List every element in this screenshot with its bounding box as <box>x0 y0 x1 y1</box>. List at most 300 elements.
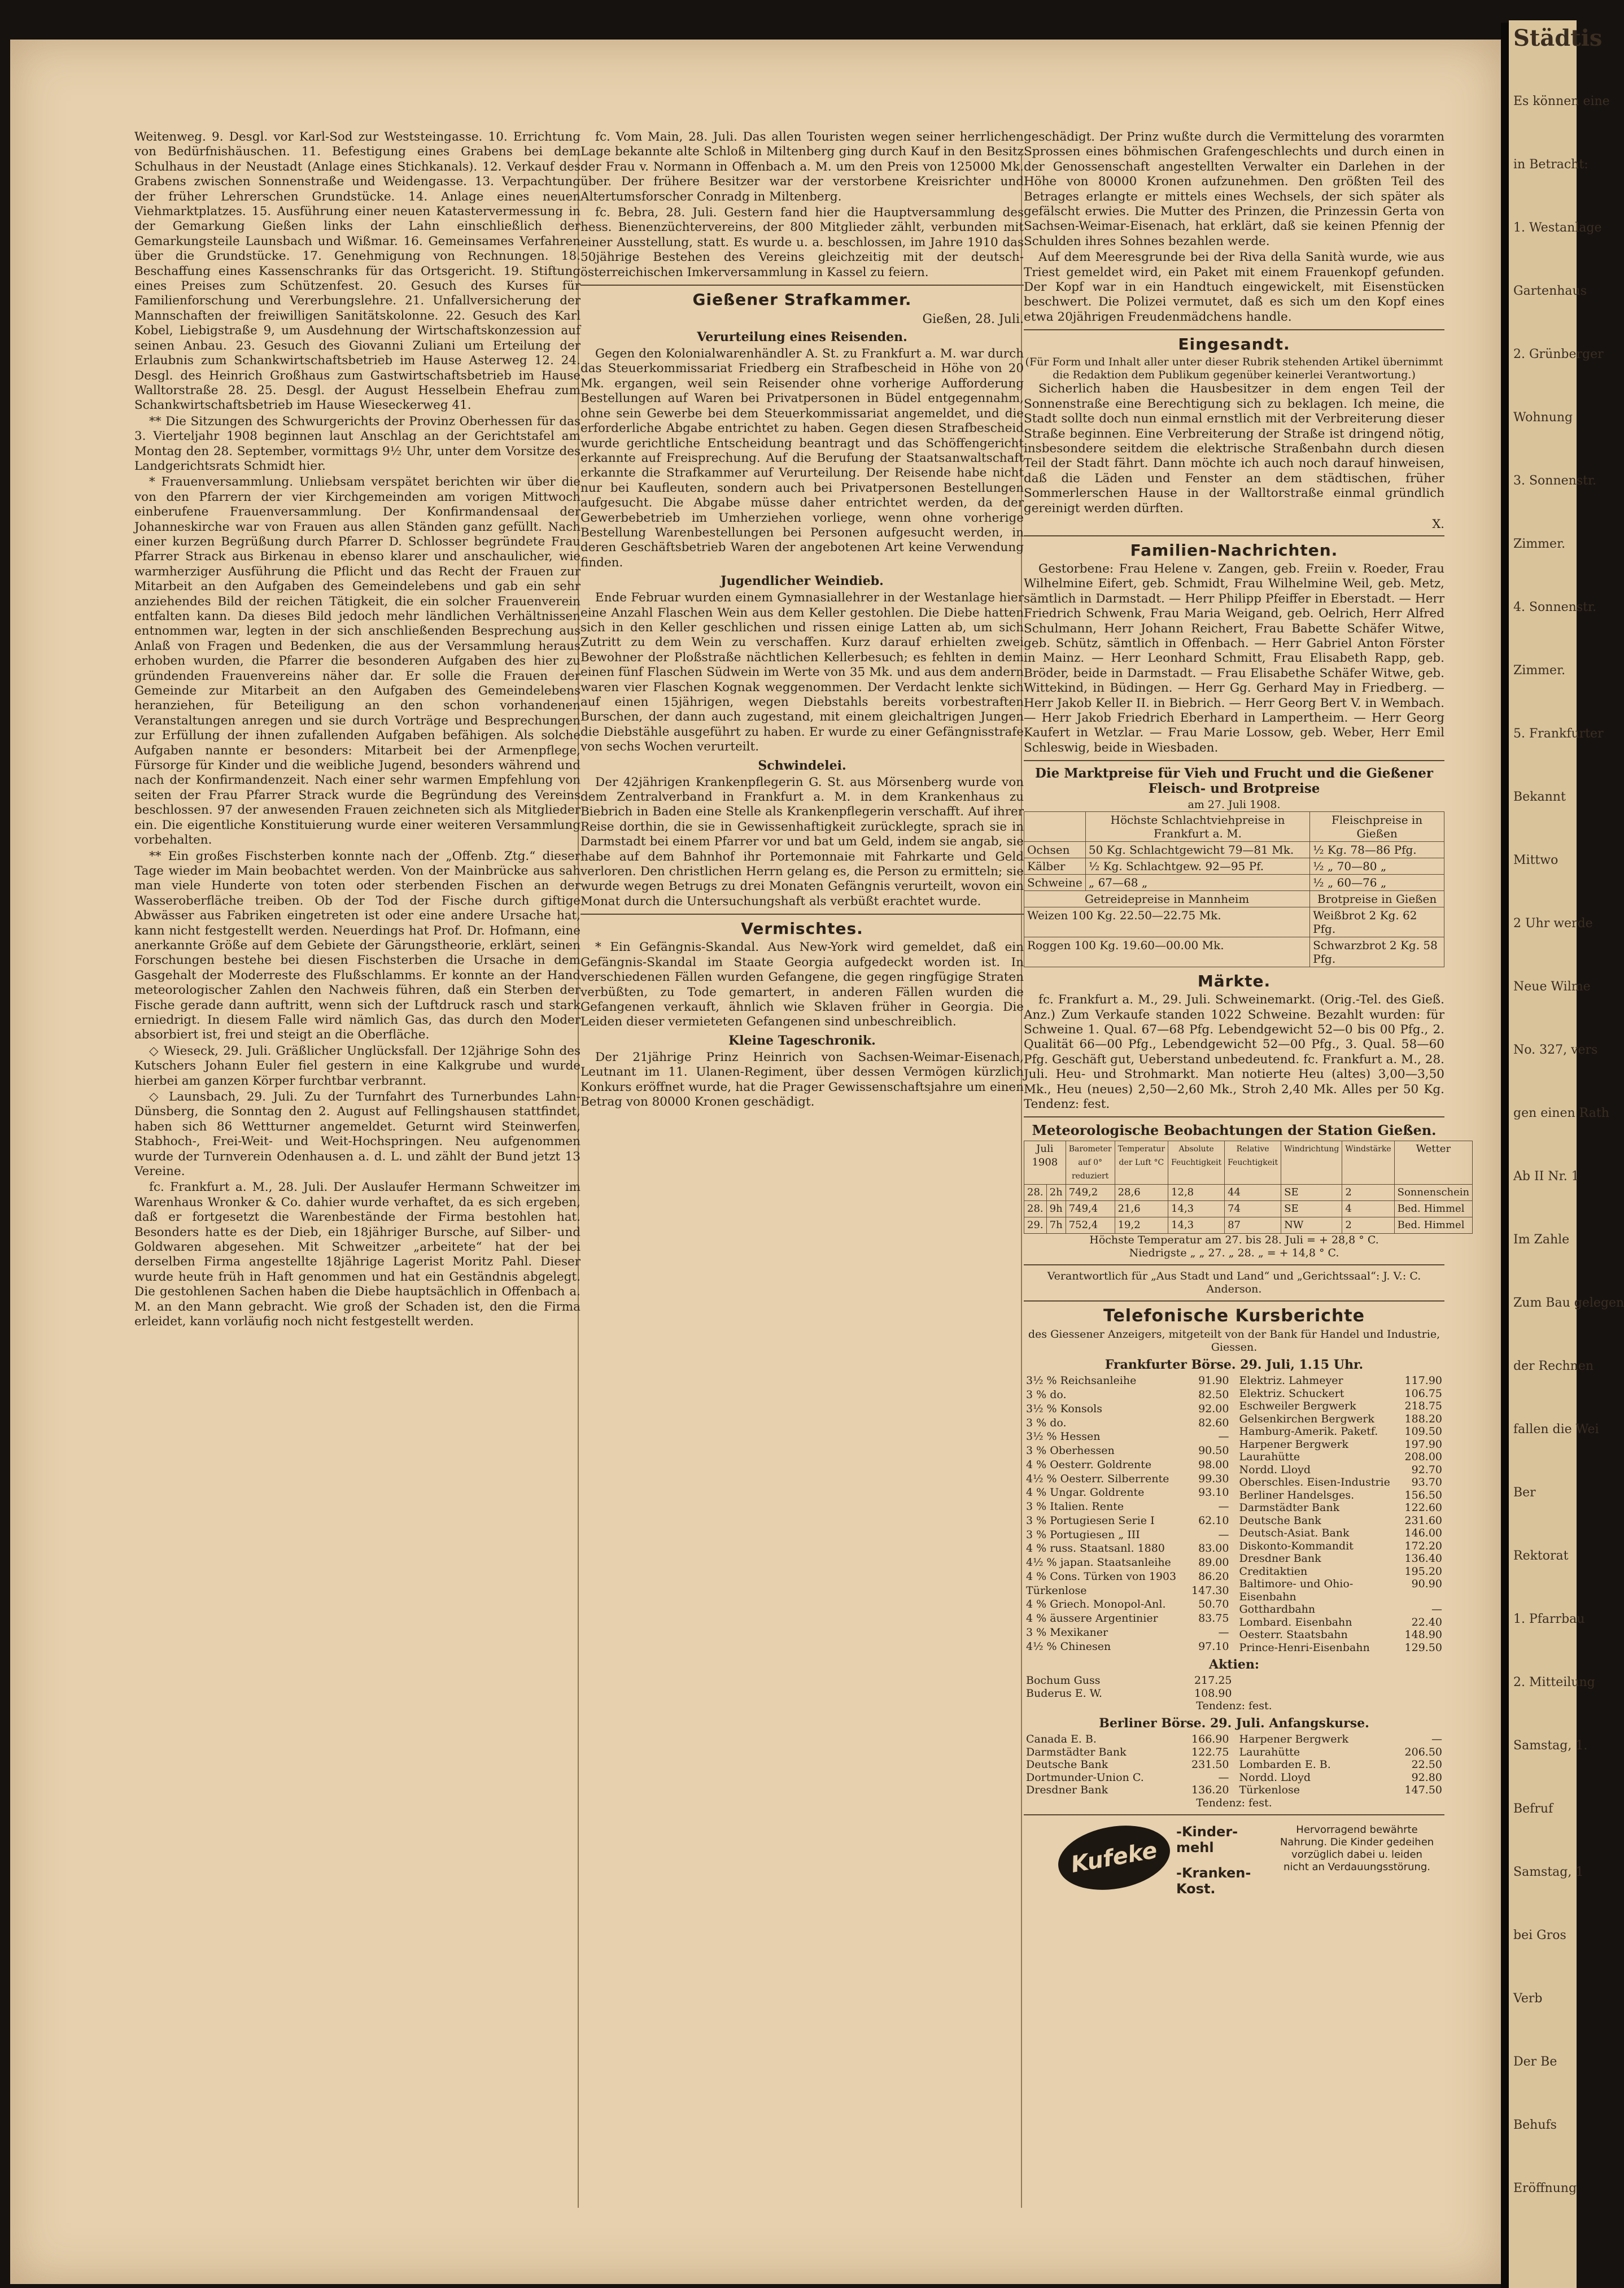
security-name: Bochum Guss <box>1026 1674 1101 1687</box>
table-cell: 14,3 <box>1168 1201 1225 1217</box>
table-row <box>1237 1489 1445 1502</box>
security-name: 4 % russ. Staatsanl. 1880 <box>1026 1542 1165 1555</box>
table-row <box>1237 1552 1445 1565</box>
security-price: 62.10 <box>1198 1514 1229 1527</box>
chronicle-paragraph: Der 21jährige Prinz Heinrich von Sachsen-Weimar-Eisenach, Leutnant im 11. Ulanen-Regiment, über dessen Vermögen kürzlich Konkurs eröffnet wurde, hat die Prager Gewissenschaftsjahre um einen Betrag von 80000 Kronen geschädigt. <box>580 1050 1024 1109</box>
tendency-1: Tendenz: fest. <box>1196 1700 1272 1713</box>
table-cell: Weizen 100 Kg. 22.50—22.75 Mk. <box>1024 907 1310 937</box>
security-name: Prince-Henri-Eisenbahn <box>1239 1641 1370 1654</box>
security-price: 218.75 <box>1404 1400 1442 1413</box>
wieseck-paragraph: ◇ Wieseck, 29. Juli. Gräßlicher Unglücksfall. Der 12jährige Sohn des Kutschers Johann Euler fiel gestern in eine Kalkgrube und wurde hierbei am ganzen Körper furchtbar verbrannt. <box>134 1043 580 1088</box>
table-cell: 4 <box>1342 1201 1394 1217</box>
table-cell: ½ „ 70—80 „ <box>1310 858 1444 875</box>
court-paragraph: Gegen den Kolonialwarenhändler A. St. zu Frankfurt a. M. war durch das Steuerkommissariat Friedberg ein Strafbescheid in Höhe von 20 Mk. ergangen, weil sein Reisender ohne vorherige Aufforderung Bestellungen auf Waren bei Privatpersonen in Büdel entgegennahm, ohne sein Gewerbe bei dem Steuerkommissariat angemeldet, und die erforderliche Abgabe entrichtet zu haben. Gegen diesen Strafbescheid wurde gerichtliche Entscheidung beantragt und das Schöffengericht erkannte auf Freisprechung. Auf die Berufung der Staatsanwaltschaft erkannte die Strafkammer auf Verurteilung. Der Reisende habe nicht nur bei Kaufleuten, sondern auch bei Privatpersonen Bestellungen aufgesucht. Die Abgabe müsse daher entrichtet werden, da der Gewerbebetrieb im Umherziehen vorliege, wenn ohne vorherige Bestellung Warenbestellungen bei Personen aufgesucht werden, in deren Geschäftsbetrieb Waren der angebotenen Art keine Verwendung finden. <box>580 347 1024 570</box>
meteo-col-header: Windrichtung <box>1281 1141 1342 1185</box>
table-cell: 28. <box>1024 1185 1047 1201</box>
table-row <box>1237 1387 1445 1400</box>
security-name: Harpener Bergwerk <box>1239 1438 1349 1451</box>
table-row <box>1237 1603 1445 1616</box>
security-price: — <box>1218 1626 1229 1639</box>
security-price: 92.70 <box>1411 1463 1442 1476</box>
security-price: 122.75 <box>1191 1745 1229 1758</box>
security-name: Lombarden E. B. <box>1239 1758 1331 1771</box>
chronicle-heading: Kleine Tageschronik. <box>728 1033 876 1048</box>
table-row <box>1237 1628 1445 1641</box>
ad-kranken: -Kranken-Kost. <box>1176 1865 1251 1897</box>
security-price: 90.50 <box>1198 1444 1229 1457</box>
table-row <box>1024 1403 1232 1417</box>
security-price: 188.20 <box>1404 1412 1442 1425</box>
table-row <box>1024 1500 1232 1514</box>
table-row <box>1237 1374 1445 1387</box>
adjacent-page-fragment: Es können eine <box>1513 94 1610 108</box>
security-price: 231.60 <box>1404 1514 1442 1527</box>
table-row <box>1237 1413 1445 1426</box>
security-name: 3 % Oberhessen <box>1026 1444 1115 1457</box>
adjacent-page-fragment: Im Zahle <box>1513 1233 1570 1247</box>
table-row <box>1024 937 1444 967</box>
misc-paragraph: * Ein Gefängnis-Skandal. Aus New-York wird gemeldet, daß ein Gefängnis-Skandal im Staate Georgia aufgedeckt worden ist. In verschiedenen Fällen wurden Gefangene, die gegen ringfügige Straten verbüßten, zu Tode gemartert, in anderen Fällen wurden die Gefangenen verkauft, ähnlich wie Sklaven früher in Georgia. Die Leiden dieser vermieteten Gefangenen sind unbeschreiblich. <box>580 940 1024 1029</box>
adjacent-page-fragment: Ab II Nr. 1 <box>1513 1169 1579 1184</box>
security-name: Harpener Bergwerk <box>1239 1733 1349 1746</box>
security-name: 4½ % Oesterr. Silberrente <box>1026 1472 1169 1485</box>
table-cell: NW <box>1281 1217 1342 1234</box>
table-row <box>1024 1514 1232 1529</box>
security-price: 217.25 <box>1194 1674 1232 1687</box>
security-name: Creditaktien <box>1239 1565 1308 1578</box>
meteo-col-header: Absolute Feuchtigkeit <box>1168 1141 1225 1185</box>
security-price: 91.90 <box>1198 1374 1229 1387</box>
fish-death-paragraph: ** Ein großes Fischsterben konnte nach der „Offenb. Ztg.“ dieser Tage wieder im Main beobachtet werden. Von der Mainbrücke aus sah man viele Hunderte von toten oder sterbenden Fischen an der Wasseroberfläche treiben. Ob der Tod der Fische durch giftige Abwässer aus Fabriken eingetreten ist oder eine andere Ursache hat, kann nicht festgestellt werden. Neuerdings hat Prof. Dr. Hofmann, eine anerkannte Größe auf dem Gebiete der Gärungstheorie, erklärt, seinen Forschungen bestehe bei diesen Fischsterben die Ursache in dem Gasgehalt der Moderreste des Flußschlamms. Er konnte an der Hand meteorologischer Zahlen den Nachweis führen, daß ein Sterben der Fische gerade dann auftritt, wenn sich der Luftdruck rasch und stark erniedrigt. In diesem Falle wird nämlich Gas, das durch den Moder absorbiert ist, frei und steigt an die Oberfläche. <box>134 849 580 1042</box>
court-subheading: Verurteilung eines Reisenden. <box>697 330 907 345</box>
table-cell: 752,4 <box>1066 1217 1115 1234</box>
table-row <box>1237 1527 1445 1540</box>
security-name: 3 % Italien. Rente <box>1026 1500 1124 1513</box>
security-name: Elektriz. Lahmeyer <box>1239 1374 1343 1387</box>
security-price: 82.60 <box>1198 1416 1229 1429</box>
security-price: 92.80 <box>1411 1771 1442 1784</box>
newspaper-page <box>10 40 1501 2284</box>
table-cell: 21,6 <box>1115 1201 1168 1217</box>
table-cell: Bed. Himmel <box>1394 1217 1473 1234</box>
table-row <box>1024 1217 1473 1234</box>
table-cell: Sonnenschein <box>1394 1185 1473 1201</box>
security-price: — <box>1218 1771 1229 1784</box>
table-cell: 44 <box>1225 1185 1281 1201</box>
table-row <box>1024 858 1444 875</box>
security-price: 99.30 <box>1198 1472 1229 1485</box>
table-row <box>1237 1746 1445 1759</box>
security-price: 92.00 <box>1198 1402 1229 1415</box>
prince-paragraph: geschädigt. Der Prinz wußte durch die Vermittelung des vorarmten Sprossen eines böhmischen Grafengeschlechts und durch einen in der Genossenschaft angestellten Verwalter ein Darlehen in der Höhe von 80000 Kronen aufzunehmen. Den größten Teil des Betrages erlangte er mittels eines Wechsels, der sich später als gefälscht erwies. Die Mutter des Prinzen, die Prinzessin Gerta von Sachsen-Weimar-Eisenach, hat erklärt, daß sie keinen Pfennig der Schulden ihres Sohnes bezahlen werde. <box>1024 130 1444 248</box>
trieste-paragraph: Auf dem Meeresgrunde bei der Riva della Sanità wurde, wie aus Triest gemeldet wird, ein Paket mit einem Frauenkopf gefunden. Der Kopf war in ein Handtuch eingewickelt, mit Eisenstücken beschwert. Die Polizei vermutet, daß es sich um den Kopf eines etwa 20jährigen Freudenmädchens handle. <box>1024 250 1444 324</box>
divider <box>1024 1264 1444 1265</box>
adjacent-page-fragment: in Betracht: <box>1513 158 1588 172</box>
adjacent-page-fragment: Mittwo <box>1513 853 1558 867</box>
security-price: 148.90 <box>1404 1628 1442 1641</box>
adjacent-page-fragment: 3. Sonnenstr. <box>1513 474 1597 488</box>
berlin-left-table <box>1024 1733 1232 1797</box>
adjacent-page-fragment: der Rechnen <box>1513 1359 1594 1373</box>
table-row <box>1237 1400 1445 1413</box>
table-cell: 749,2 <box>1066 1185 1115 1201</box>
table-row <box>1024 1556 1232 1570</box>
main-castle-paragraph: fc. Vom Main, 28. Juli. Das allen Touristen wegen seiner herrlichen Lage bekannte alte Schloß in Miltenberg ging durch Kauf in den Besitz der Frau v. Normann in Offenbach a. M. um den Preis von 125000 Mk. über. Der frühere Besitzer war der verstorbene Kreisrichter und Altertumsforscher Conradg in Miltenberg. <box>580 130 1024 204</box>
table-cell: Schweine <box>1024 875 1086 891</box>
security-price: 166.90 <box>1191 1733 1229 1746</box>
aktien-table <box>1024 1674 1234 1700</box>
court-dateline: Gießen, 28. Juli. <box>922 312 1024 327</box>
adjacent-page-fragment: fallen die Wei <box>1513 1422 1599 1436</box>
table-row <box>1024 875 1444 891</box>
security-price: — <box>1218 1528 1229 1541</box>
security-name: 4½ % japan. Staatsanleihe <box>1026 1556 1171 1569</box>
table-cell: 14,3 <box>1168 1217 1225 1234</box>
adjacent-page-fragment: Samstag, 1 <box>1513 1865 1584 1879</box>
table-row <box>1024 1626 1232 1640</box>
court-session-paragraph: ** Die Sitzungen des Schwurgerichts der Provinz Oberhessen für das 3. Vierteljahr 1908 beginnen laut Anschlag an der Gerichtstafel am Montag den 28. September, vormittags 9½ Uhr, unter dem Vorsitze des Landgerichtsrats Schmidt hier. <box>134 414 580 473</box>
table-row <box>1024 1784 1232 1797</box>
adjacent-page-fragment: Wohnung <box>1513 411 1573 425</box>
table-row <box>1024 1598 1232 1612</box>
security-name: Baltimore- und Ohio-Eisenbahn <box>1239 1578 1354 1603</box>
table-cell: 28,6 <box>1115 1185 1168 1201</box>
table-cell: ½ Kg. 78—86 Pfg. <box>1310 842 1444 858</box>
adjacent-page-fragment: Befruf <box>1513 1802 1553 1816</box>
table-row <box>1237 1425 1445 1438</box>
security-name: Elektriz. Schuckert <box>1239 1387 1344 1400</box>
security-price: 231.50 <box>1191 1758 1229 1771</box>
security-price: — <box>1431 1733 1442 1746</box>
divider <box>1024 1116 1444 1117</box>
table-row <box>1024 907 1444 937</box>
adjacent-page-fragment: Bekannt <box>1513 790 1566 804</box>
grain-header: Getreidepreise in Mannheim <box>1024 891 1310 907</box>
frankfurt-stocks-table <box>1237 1374 1445 1654</box>
security-name: 3½ % Hessen <box>1026 1430 1101 1443</box>
responsible-editor: Verantwortlich für „Aus Stadt und Land“ und „Gerichtssaal“: J. V.: C. Anderson. <box>1047 1270 1421 1296</box>
adjacent-page-fragment: Städtis <box>1513 25 1603 51</box>
table-row <box>1237 1733 1445 1746</box>
security-price: 129.50 <box>1404 1641 1442 1654</box>
security-name: 4 % Griech. Monopol-Anl. <box>1026 1598 1166 1611</box>
table-row <box>1024 1674 1234 1687</box>
table-cell: Roggen 100 Kg. 19.60—00.00 Mk. <box>1024 937 1310 967</box>
security-name: 4 % Cons. Türken von 1903 <box>1026 1570 1177 1583</box>
security-name: Gotthardbahn <box>1239 1603 1316 1616</box>
security-name: Hamburg-Amerik. Paketf. <box>1239 1425 1378 1438</box>
security-name: Laurahütte <box>1239 1745 1300 1758</box>
table-row <box>1024 1486 1232 1500</box>
meteo-col-header: Wetter <box>1394 1141 1473 1185</box>
sent-note: (Für Form und Inhalt aller unter dieser Rubrik stehenden Artikel übernimmt die Redaktion dem Publikum gegenüber keinerlei Verantwortung.) <box>1025 356 1443 382</box>
security-name: Türkenlose <box>1239 1784 1300 1797</box>
agenda-paragraph: Weitenweg. 9. Desgl. vor Karl-Sod zur Weststeingasse. 10. Errichtung von Bedürfnishäuschen. 11. Befestigung eines Grabens bei dem Schulhaus in der Neustadt (Anlage eines Stichkanals). 12. Verkauf des Grabens zwischen Sonnenstraße und Weidengasse. 13. Verpachtung der früher Lehrerschen Grundstücke. 14. Anlage eines neuen Viehmarktplatzes. 15. Ausführung einer neuen Katastervermessung in der Gemarkung Gießen links der Lahn einschließlich der Gemarkungsteile Launsbach und Wißmar. 16. Gemeinsames Verfahren über die Grundstücke. 17. Genehmigung von Rechnungen. 18. Beschaffung eines Kassenschranks für das Ortsgericht. 19. Stiftung eines Preises zum Schützenfest. 20. Gesuch des Kurses für Familienforschung und Vererbungslehre. 21. Unfallversicherung der Mannschaften der freiwilligen Sanitätskolonne. 22. Gesuch des Karl Kobel, Liebigstraße 9, um Ausdehnung der Wirtschaftskonzession auf seinen Anbau. 23. Gesuch des Giovanni Zuliani um Erteilung der Erlaubnis zum Schankwirtschaftsbetrieb im Hause Asterweg 12. 24. Desgl. des Heinrich Großhaus zum Gastwirtschaftsbetrieb im Hause Walltorstraße 28. 25. Desgl. der August Hesselbein Ehefrau zum Schankwirtschaftsbetrieb im Hause Wieseckerweg 41. <box>134 130 580 413</box>
swindle-paragraph: Der 42jährigen Krankenpflegerin G. St. aus Mörsenberg wurde von dem Zentralverband in Frankfurt a. M. in dem Krankenhaus zu Biebrich in Baden eine Stelle als Krankenpflegerin verschafft. Auf ihrer Reise dorthin, die sie in Gewissenhaftigkeit zurücklegte, sprach sie in Darmstadt bei einem Pfarrer vor und bat um Geld, indem sie angab, sie habe auf dem Bahnhof ihr Portemonnaie mit Fahrkarte und Geld verloren. Den christlichen Herrn gelang es, die Person zu ermitteln; sie wurde wegen Betrugs zu drei Monaten Gefängnis verurteilt, wovon ein Monat durch die Untersuchungshaft als verbüßt erachtet wurde. <box>580 775 1024 909</box>
sent-heading: Eingesandt. <box>1178 335 1290 354</box>
security-name: Dortmunder-Union C. <box>1026 1771 1144 1784</box>
markets-paragraph: fc. Frankfurt a. M., 29. Juli. Schweinemarkt. (Orig.-Tel. des Gieß. Anz.) Zum Verkaufe standen 1022 Schweine. Bezahlt wurden: für Schweine 1. Qual. 67—68 Pfg. Lebendgewicht 52—0 bis 00 Pfg., 2. Qualität 66—00 Pfg., Lebendgewicht 52—00 Pfg., 3. Qual. 58—60 Pfg. Geschäft gut, Ueberstand unbedeutend. fc. Frankfurt a. M., 28. Juli. Heu- und Strohmarkt. Man notierte Heu (altes) 3,00—3,50 Mk., Heu (neues) 2,50—2,60 Mk., Stroh 2,40 Mk. Alles per 50 Kg. Tendenz: fest. <box>1024 993 1444 1112</box>
market-date: am 27. Juli 1908. <box>1188 798 1281 811</box>
adjacent-page-fragment: Zimmer. <box>1513 663 1566 678</box>
security-name: Deutsch-Asiat. Bank <box>1239 1527 1350 1540</box>
divider <box>1024 329 1444 330</box>
adjacent-page-fragment: bei Gros <box>1513 1928 1566 1942</box>
table-row <box>1024 1201 1473 1217</box>
adjacent-page-fragment: Gartenhaus <box>1513 284 1587 298</box>
security-price: 90.90 <box>1411 1578 1442 1591</box>
security-name: 3 % do. <box>1026 1388 1067 1401</box>
security-name: Deutsche Bank <box>1239 1514 1321 1527</box>
meteo-min: Niedrigste „ „ 27. „ 28. „ = + 14,8 ° C. <box>1129 1247 1339 1260</box>
market-heading: Die Marktpreise für Vieh und Frucht und die Gießener Fleisch- und Brotpreise <box>1034 766 1434 797</box>
security-price: 122.60 <box>1404 1501 1442 1514</box>
table-row <box>1024 1388 1232 1403</box>
security-name: Lombard. Eisenbahn <box>1239 1615 1352 1628</box>
table-row <box>1237 1771 1445 1784</box>
adjacent-page-fragment: gen einen Rath <box>1513 1106 1609 1120</box>
table-row <box>1237 1501 1445 1514</box>
table-cell: SE <box>1281 1201 1342 1217</box>
berlin-exchange-heading: Berliner Börse. 29. Juli. Anfangskurse. <box>1099 1716 1369 1731</box>
table-row <box>1237 1540 1445 1553</box>
security-price: 109.50 <box>1404 1425 1442 1438</box>
security-name: 4 % Ungar. Goldrente <box>1026 1486 1145 1499</box>
security-name: 4 % Oesterr. Goldrente <box>1026 1458 1152 1471</box>
security-name: Buderus E. W. <box>1026 1687 1102 1700</box>
security-name: Darmstädter Bank <box>1026 1745 1127 1758</box>
security-name: Oberschles. Eisen-Industrie <box>1239 1476 1390 1489</box>
table-cell: ½ „ 60—76 „ <box>1310 875 1444 891</box>
women-assembly-paragraph: * Frauenversammlung. Unliebsam verspätet berichten wir über die von den Pfarrern der vier Kirchgemeinden am vorigen Mittwoch einberufene Frauenversammlung. Der Konfirmandensaal der Johanneskirche war von Frauen aus allen Ständen ganz gefüllt. Nach einer kurzen Begrüßung durch Pfarrer D. Schlosser begründete Frau Pfarrer Strack aus Birkenau in ebenso klarer und anschaulicher, wie warmherziger Ausführung die Pflicht und das Recht der Frauen zur Mitarbeit an den Aufgaben des Gemeindelebens und gab ein sehr anziehendes Bild der reichen Tätigkeit, die ein solcher Frauenverein entfalten kann. Da dieses Bild jedoch mehr ländlichen Verhältnissen entnommen war, legten in der sich anschließenden Besprechung aus Anlaß von Fragen und Bedenken, die aus der Versammlung heraus erhoben wurden, die Pfarrer die besonderen Aufgaben des hier zu gründenden Frauenvereins näher dar. Er solle die Frauen der Gemeinde zur Mitarbeit an den Aufgaben des Gemeindelebens heranziehen, für Beteiligung an den schon vorhandenen Veranstaltungen anregen und sie durch Vorträge und Besprechungen zur Erfüllung der ihnen zufallenden Aufgaben befähigen. Als solche Aufgaben nannte er besonders: Mitarbeit bei der Armenpflege, Fürsorge für Kinder und die weibliche Jugend, besonders während und nach der Konfirmandenzeit. Nach einer sehr warmen Empfehlung von seiten der Frau Pfarrer Strack wurde die Begründung des Vereins beschlossen. 97 der anwesenden Frauen zeichneten sich als Mitglieder ein. Die eigentliche Konstituierung wurde einer weiteren Versammlung vorbehalten. <box>134 475 580 848</box>
table-cell: „ 67—68 „ <box>1085 875 1309 891</box>
table-row <box>1024 1473 1232 1487</box>
table-row <box>1237 1758 1445 1771</box>
family-heading: Familien-Nachrichten. <box>1130 540 1338 560</box>
table-row <box>1024 1640 1232 1654</box>
security-name: Canada E. B. <box>1026 1733 1097 1746</box>
security-price: 93.70 <box>1411 1476 1442 1489</box>
table-row <box>1024 1771 1232 1784</box>
adjacent-page-fragment: Zimmer. <box>1513 537 1566 551</box>
security-name: 3 % Mexikaner <box>1026 1626 1108 1639</box>
adjacent-page-fragment: Zum Bau gelegen <box>1513 1296 1624 1310</box>
security-price: — <box>1218 1430 1229 1443</box>
security-name: Türkenlose <box>1026 1584 1087 1597</box>
market-col-header: Höchste Schlachtviehpreise in Frankfurt a. M. <box>1085 812 1309 842</box>
kufeke-advertisement <box>1024 1821 1444 1906</box>
security-price: 89.00 <box>1198 1556 1229 1569</box>
exchange-heading: Telefonische Kursberichte <box>1103 1306 1365 1326</box>
table-row <box>1024 1185 1473 1201</box>
adjacent-page-fragment: 4. Sonnenstr. <box>1513 600 1597 614</box>
security-price: 83.75 <box>1198 1612 1229 1625</box>
frankfurt-theft-paragraph: fc. Frankfurt a. M., 28. Juli. Der Auslaufer Hermann Schweitzer im Warenhaus Wronker & Co. dahier wurde verhaftet, da es sich ergeben, daß er fortgesetzt die Warenbestände der Firma bestohlen hat. Besonders hatte es der Dieb, ein 18jähriger Bursche, auf Silber- und Goldwaren abgesehen. Mit Schweitzer „arbeitete“ hat der bei derselben Firma angestellte 18jährige Lagerist Moritz Pahl. Dieser wurde heute früh in Haft genommen und hat ein Geständnis abgelegt. Die gestohlenen Sachen haben die Diebe hauptsächlich in Offenbach a. M. an den Mann gebracht. Wie groß der Schaden ist, den die Firma erleidet, kann vorläufig noch nicht festgestellt werden. <box>134 1180 580 1329</box>
market-col-header: Fleischpreise in Gießen <box>1310 812 1444 842</box>
divider <box>1024 535 1444 536</box>
security-price: 97.10 <box>1198 1640 1229 1653</box>
adjacent-page <box>1509 20 1624 2288</box>
meteo-col-header: Windstärke <box>1342 1141 1394 1185</box>
table-cell: 2 <box>1342 1217 1394 1234</box>
security-name: Oesterr. Staatsbahn <box>1239 1628 1348 1641</box>
table-cell: 29. <box>1024 1217 1047 1234</box>
ad-kinder: -Kinder-mehl <box>1176 1823 1238 1855</box>
security-price: 197.90 <box>1404 1438 1442 1451</box>
table-row <box>1024 1459 1232 1473</box>
security-price: 106.75 <box>1404 1387 1442 1400</box>
table-cell: Ochsen <box>1024 842 1086 858</box>
column-right <box>1024 130 1470 2219</box>
misc-heading: Vermischtes. <box>741 919 863 938</box>
security-price: 22.40 <box>1411 1615 1442 1628</box>
meteo-col-header: Juli 1908 <box>1024 1141 1066 1185</box>
table-row <box>1024 1444 1232 1459</box>
meteo-table <box>1024 1141 1473 1234</box>
exchange-subheading: des Giessener Anzeigers, mitgeteilt von der Bank für Handel und Industrie, Giessen. <box>1028 1328 1440 1354</box>
table-row <box>1024 1529 1232 1543</box>
youth-subheading: Jugendlicher Weindieb. <box>721 574 884 589</box>
table-cell: 9h <box>1046 1201 1066 1217</box>
security-name: 4½ % Chinesen <box>1026 1640 1111 1653</box>
divider <box>1024 760 1444 761</box>
family-paragraph: Gestorbene: Frau Helene v. Zangen, geb. Freiin v. Roeder, Frau Wilhelmine Eifert, geb. Schmidt, Frau Wilhelmine Weil, geb. Metz, sämtlich in Darmstadt. — Herr Philipp Pfeiffer in Eberstadt. — Herr Friedrich Schwenk, Frau Maria Weigand, geb. Oelrich, Herr Alfred Schulmann, Herr Johann Reichert, Frau Babette Schäfer Witwe, geb. Schütz, sämtlich in Offenbach. — Herr Gabriel Anton Förster in Mainz. — Herr Leonhard Schmitt, Frau Elisabeth Rapp, geb. Bröder, beide in Darmstadt. — Frau Elisabethe Schäfer Witwe, geb. Wittekind, in Büdingen. — Herr Gg. Gerhard May in Friedberg. — Herr Jakob Keller II. in Biebrich. — Herr Georg Bert V. in Wembach. — Herr Jakob Friedrich Eberhard in Lampertheim. — Herr Georg Kaufert in Wetzlar. — Frau Marie Lossow, geb. Weber, Herr Emil Schleswig, beide in Wiesbaden. <box>1024 561 1444 755</box>
security-price: 147.50 <box>1404 1784 1442 1797</box>
security-name: Gelsenkirchen Bergwerk <box>1239 1412 1374 1425</box>
security-price: 93.10 <box>1198 1486 1229 1499</box>
frankfurt-bonds-table <box>1024 1374 1232 1654</box>
markets-heading: Märkte. <box>1197 972 1271 991</box>
security-name: Eschweiler Bergwerk <box>1239 1400 1356 1413</box>
security-price: — <box>1218 1500 1229 1513</box>
security-price: 156.50 <box>1404 1488 1442 1501</box>
ad-right-text: Hervorragend bewährte Nahrung. Die Kinder gedeihen vorzüglich dabei u. leiden nicht an Verdauungsstörung. <box>1280 1823 1434 1873</box>
adjacent-page-fragment: No. 327, vers <box>1513 1043 1598 1057</box>
adjacent-page-fragment: Neue Wilme <box>1513 980 1591 994</box>
security-price: 98.00 <box>1198 1458 1229 1471</box>
security-name: Darmstädter Bank <box>1239 1501 1340 1514</box>
table-row <box>1024 842 1444 858</box>
security-price: 83.00 <box>1198 1542 1229 1555</box>
table-row <box>1024 1417 1232 1431</box>
table-cell: SE <box>1281 1185 1342 1201</box>
table-row <box>1024 1570 1232 1584</box>
security-price: 172.20 <box>1404 1539 1442 1552</box>
security-price: 208.00 <box>1404 1451 1442 1464</box>
divider <box>580 914 1024 915</box>
table-row <box>1237 1464 1445 1477</box>
column-middle <box>580 130 1024 2219</box>
security-price: 206.50 <box>1404 1745 1442 1758</box>
adjacent-page-fragment: Behufs <box>1513 2118 1557 2132</box>
security-name: Diskonto-Kommandit <box>1239 1539 1354 1552</box>
binding-gutter <box>1501 23 1509 2288</box>
divider <box>1024 1300 1444 1302</box>
table-cell: 74 <box>1225 1201 1281 1217</box>
security-price: 22.50 <box>1411 1758 1442 1771</box>
security-price: 136.20 <box>1191 1784 1229 1797</box>
table-row <box>1024 1542 1232 1556</box>
table-row <box>1237 1641 1445 1654</box>
table-row <box>1024 1584 1232 1599</box>
security-price: 82.50 <box>1198 1388 1229 1401</box>
security-name: 4 % äussere Argentinier <box>1026 1612 1158 1625</box>
meteo-heading: Meteorologische Beobachtungen der Station Gießen. <box>1032 1122 1437 1139</box>
security-price: 86.20 <box>1198 1570 1229 1583</box>
aktien-heading: Aktien: <box>1209 1657 1259 1673</box>
table-cell: Kälber <box>1024 858 1086 875</box>
security-price: 146.00 <box>1404 1527 1442 1540</box>
adjacent-page-fragment: 1. Pfarrbau <box>1513 1612 1585 1626</box>
adjacent-page-fragment: Eröffnung <box>1513 2181 1577 2195</box>
security-price: 108.90 <box>1194 1687 1232 1700</box>
youth-paragraph: Ende Februar wurden einem Gymnasiallehrer in der Westanlage hier eine Anzahl Flaschen Wein aus dem Keller gestohlen. Die Diebe hatten sich in den Keller geschlichen und rissen einige Latten ab, um sich Zutritt zu dem Wein zu verschaffen. Kurz darauf erhielten zwei Bewohner der Ploßstraße nächtlichen Kellerbesuch; es fehlten in dem einen fünf Flaschen Südwein im Werte von 35 Mk. und aus dem andern waren vier Flaschen Kognak weggenommen. Der Verdacht lenkte sich auf einen 15jährigen, wegen Diebstahls bereits vorbestraften Burschen, der dann auch zugestand, mit einem gleichaltrigen Jungen die Diebstähle ausgeführt zu haben. Er wurde zu einer Gefängnisstrafe von sechs Wochen verurteilt. <box>580 591 1024 754</box>
table-row <box>1237 1438 1445 1451</box>
adjacent-page-fragment: Verb <box>1513 1992 1543 2006</box>
security-name: 3 % Portugiesen „ III <box>1026 1528 1140 1541</box>
table-row <box>1024 1430 1232 1444</box>
sent-signature: X. <box>1432 517 1444 531</box>
swindle-subheading: Schwindelei. <box>758 758 846 773</box>
security-name: 3 % do. <box>1026 1416 1067 1429</box>
table-row <box>1024 1758 1232 1771</box>
meteo-col-header: Temperatur der Luft °C <box>1115 1141 1168 1185</box>
table-row <box>1024 1746 1232 1759</box>
adjacent-page-fragment: 1. Westanlage <box>1513 221 1602 235</box>
divider <box>580 285 1024 286</box>
table-row <box>1237 1565 1445 1578</box>
table-row <box>1237 1514 1445 1527</box>
table-cell: Bed. Himmel <box>1394 1201 1473 1217</box>
table-cell: 12,8 <box>1168 1185 1225 1201</box>
table-cell: Schwarzbrot 2 Kg. 58 Pfg. <box>1310 937 1444 967</box>
column-left <box>134 130 580 2219</box>
adjacent-page-fragment: 2. Mitteilung <box>1513 1675 1595 1689</box>
adjacent-page-fragment: Der Be <box>1513 2055 1557 2069</box>
table-row <box>1237 1616 1445 1629</box>
table-cell: 7h <box>1046 1217 1066 1234</box>
security-name: Nordd. Lloyd <box>1239 1771 1311 1784</box>
bebra-paragraph: fc. Bebra, 28. Juli. Gestern fand hier die Hauptversammlung des hess. Bienenzüchtervereins, der 800 Mitglieder zählt, verbunden mit einer Ausstellung, statt. Es wurde u. a. beschlossen, im Jahre 1910 das 50jährige Bestehen des Vereins gleichzeitig mit der deutsch-österreichischen Imkerversammlung in Kassel zu feiern. <box>580 206 1024 280</box>
table-cell: 749,4 <box>1066 1201 1115 1217</box>
table-row <box>1237 1451 1445 1464</box>
meteo-col-header: Barometer auf 0° reduziert <box>1066 1141 1115 1185</box>
security-name: Deutsche Bank <box>1026 1758 1108 1771</box>
berlin-right-table <box>1237 1733 1445 1797</box>
adjacent-page-fragment: Ber <box>1513 1486 1536 1500</box>
table-row <box>1024 1374 1232 1388</box>
sent-paragraph: Sicherlich haben die Hausbesitzer in dem engen Teil der Sonnenstraße eine Berechtigung sich zu beklagen. Ich meine, die Stadt sollte doch nun einmal ernstlich mit der Verbreiterung dieser Straße beginnen. Eine Verbreiterung der Straße ist dringend nötig, insbesondere seitdem die elektrische Straßenbahn durch diesen Teil der Stadt fährt. Dann möchte ich auch noch darauf hinweisen, daß die Läden und Fenster an dem städtischen, früher Sommerlerschen Hause in der Walltorstraße einmal gründlich gereinigt werden dürften. <box>1024 382 1444 516</box>
table-cell: ½ Kg. Schlachtgew. 92—95 Pf. <box>1085 858 1309 875</box>
table-row <box>1237 1578 1445 1603</box>
kufeke-logo: Kufeke <box>1053 1817 1175 1898</box>
meteo-col-header: Relative Feuchtigkeit <box>1225 1141 1281 1185</box>
table-cell: 2h <box>1046 1185 1066 1201</box>
security-name: 3 % Portugiesen Serie I <box>1026 1514 1155 1527</box>
launsbach-paragraph: ◇ Launsbach, 29. Juli. Zu der Turnfahrt des Turnerbundes Lahn-Dünsberg, die Sonntag den 2. August auf Fellingshausen stattfindet, haben sich 86 Wettturner angemeldet. Geturnt wird Steinwerfen, Stabhoch-, Frei-Weit- und Weit-Hochspringen. Neu aufgenommen wurde der Turnverein Odenhausen a. d. L. und zählt der Bund jetzt 13 Vereine. <box>134 1090 580 1179</box>
table-row <box>1237 1784 1445 1797</box>
security-price: 136.40 <box>1404 1552 1442 1565</box>
adjacent-page-fragment: Samstag, 1. <box>1513 1739 1588 1753</box>
table-cell: 28. <box>1024 1201 1047 1217</box>
security-name: Nordd. Lloyd <box>1239 1463 1311 1476</box>
tendency-2: Tendenz: fest. <box>1196 1796 1272 1809</box>
adjacent-page-fragment: 2. Grünberger <box>1513 347 1604 361</box>
adjacent-page-fragment: 5. Frankfurter <box>1513 727 1604 741</box>
market-table <box>1024 811 1444 967</box>
table-cell: 19,2 <box>1115 1217 1168 1234</box>
court-heading: Gießener Strafkammer. <box>692 290 912 309</box>
